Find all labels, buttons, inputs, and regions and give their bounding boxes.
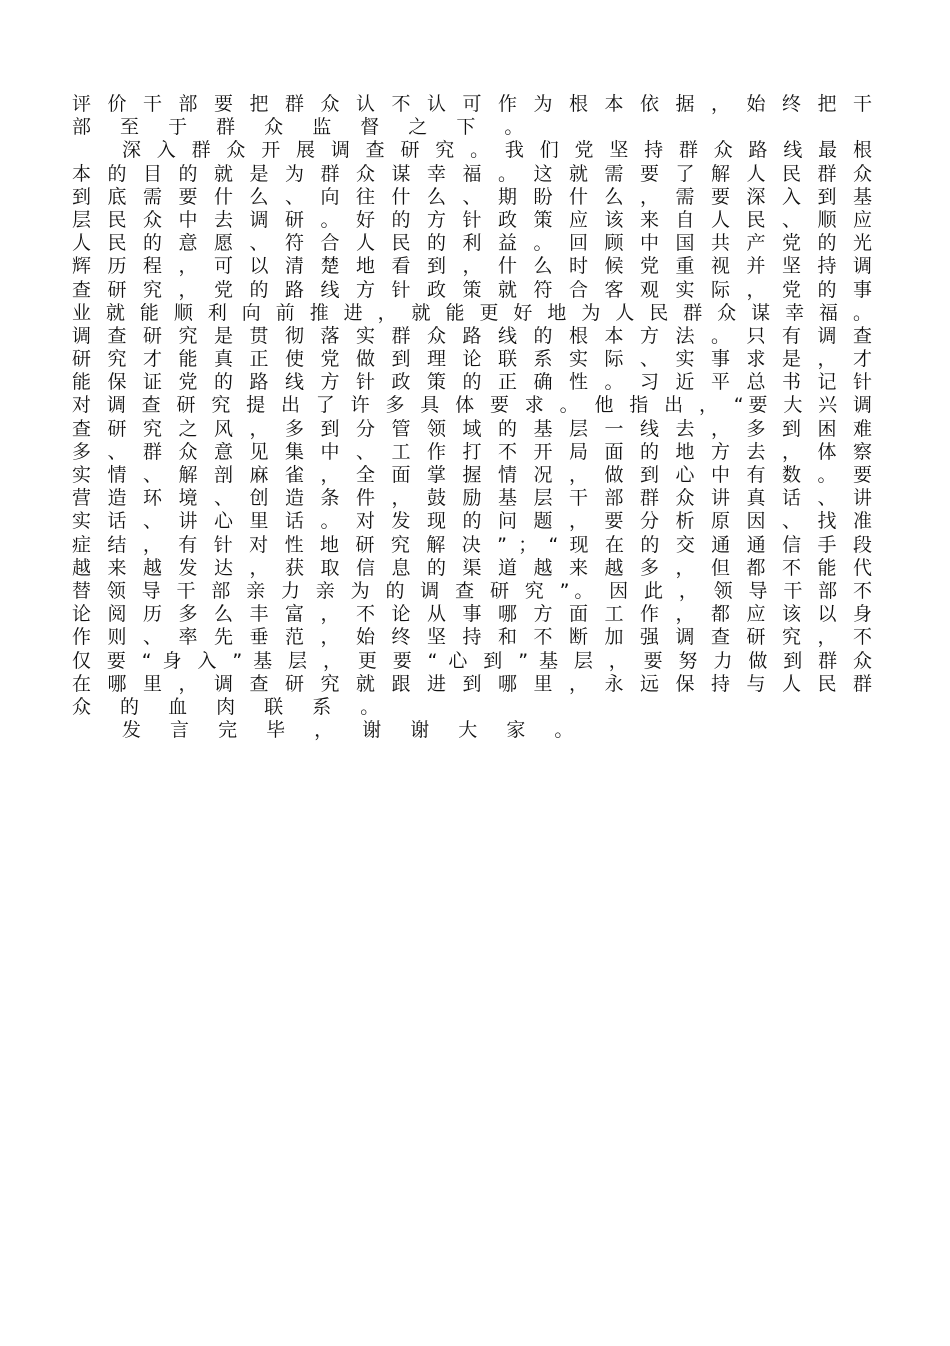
text-line-6: 层 民 众 中 去 调 研 。 好 的 方 针 政 策 应 该 来 自 人 民 、 顺 应 (72, 208, 872, 231)
speech-text-body (72, 93, 872, 742)
text-line-20: 症 结 ， 有 针 对 性 地 研 究 解 决 ” ； “ 现 在 的 交 通 通 信 手 段 (72, 533, 872, 556)
text-line-16: 多 、 群 众 意 见 集 中 、 工 作 打 不 开 局 面 的 地 方 去 ， 体 察 (72, 440, 872, 463)
closing-remark: 发 言 完 毕 ， 谢 谢 大 家 。 (122, 719, 585, 742)
text-line-18: 营 造 环 境 、 创 造 条 件 ， 鼓 励 基 层 干 部 群 众 讲 真 话 、 讲 (72, 487, 872, 510)
text-line-2: 部 至 于 群 众 监 督 之 下 。 (72, 116, 535, 139)
text-line-10: 业 就 能 顺 利 向 前 推 进 ， 就 能 更 好 地 为 人 民 群 众 谋 幸 福 。 (72, 301, 872, 324)
text-line-17: 实 情 、 解 剖 麻 雀 ， 全 面 掌 握 情 况 ， 做 到 心 中 有 数 。 要 (72, 464, 872, 486)
text-line-21: 越 来 越 发 达 ， 获 取 信 息 的 渠 道 越 来 越 多 ， 但 都 不 能 代 (72, 556, 872, 579)
text-line-26: 在 哪 里 ， 调 查 研 究 就 跟 进 到 哪 里 ， 永 远 保 持 与 人 民 群 (72, 672, 872, 695)
text-line-12: 研 究 才 能 真 正 使 党 做 到 理 论 联 系 实 际 、 实 事 求 是 ， 才 (72, 348, 872, 371)
text-line-9: 查 研 究 ， 党 的 路 线 方 针 政 策 就 符 合 客 观 实 际 ， 党 的 事 (72, 278, 872, 301)
paragraph-start-research: 深 入 群 众 开 展 调 查 研 究 。 我 们 党 坚 持 群 众 路 线 最 根 (122, 139, 872, 162)
text-line-23: 论 阅 历 多 么 丰 富 ， 不 论 从 事 哪 方 面 工 作 ， 都 应 该 以 身 (72, 603, 872, 626)
text-line-19: 实 话 、 讲 心 里 话 。 对 发 现 的 问 题 ， 要 分 析 原 因 、 找 准 (72, 510, 872, 533)
text-line-8: 辉 历 程 ， 可 以 清 楚 地 看 到 ， 什 么 时 候 党 重 视 并 坚 持 调 (72, 255, 872, 278)
text-line-13: 能 保 证 党 的 路 线 方 针 政 策 的 正 确 性 。 习 近 平 总 书 记 针 (72, 371, 872, 394)
text-line-14: 对 调 查 研 究 提 出 了 许 多 具 体 要 求 。 他 指 出 ， “要 大 兴 调 (72, 394, 872, 417)
text-line-15: 查 研 究 之 风 ， 多 到 分 管 领 域 的 基 层 一 线 去 ， 多 到 困 难 (72, 417, 872, 440)
text-line-11: 调 查 研 究 是 贯 彻 落 实 群 众 路 线 的 根 本 方 法 。 只 有 调 查 (72, 324, 872, 347)
text-line-5: 到 底 需 要 什 么 、 向 往 什 么 、 期 盼 什 么 ， 需 要 深 入 到 基 (72, 185, 872, 208)
text-line-27: 众 的 血 肉 联 系 。 (72, 695, 391, 718)
text-line-1: 评 价 干 部 要 把 群 众 认 不 认 可 作 为 根 本 依 据 ， 始 终 把 干 (72, 93, 872, 115)
text-line-22: 替 领 导 干 部 亲 力 亲 为 的 调 查 研 究 ”。 因 此 ， 领 导 干 部 不 (72, 579, 872, 602)
text-line-24: 作 则 、 率 先 垂 范 ， 始 终 坚 持 和 不 断 加 强 调 查 研 究 ， 不 (72, 626, 872, 649)
text-line-25: 仅 要 “ 身 入 ” 基 层 ， 更 要 “ 心 到 ” 基 层 ， 要 努 力 做 到 群 众 (72, 649, 872, 672)
text-line-4: 本 的 目 的 就 是 为 群 众 谋 幸 福 。 这 就 需 要 了 解 人 民 群 众 (72, 162, 872, 185)
text-line-7: 人 民 的 意 愿 、 符 合 人 民 的 利 益 。 回 顾 中 国 共 产 党 的 光 (72, 232, 872, 255)
